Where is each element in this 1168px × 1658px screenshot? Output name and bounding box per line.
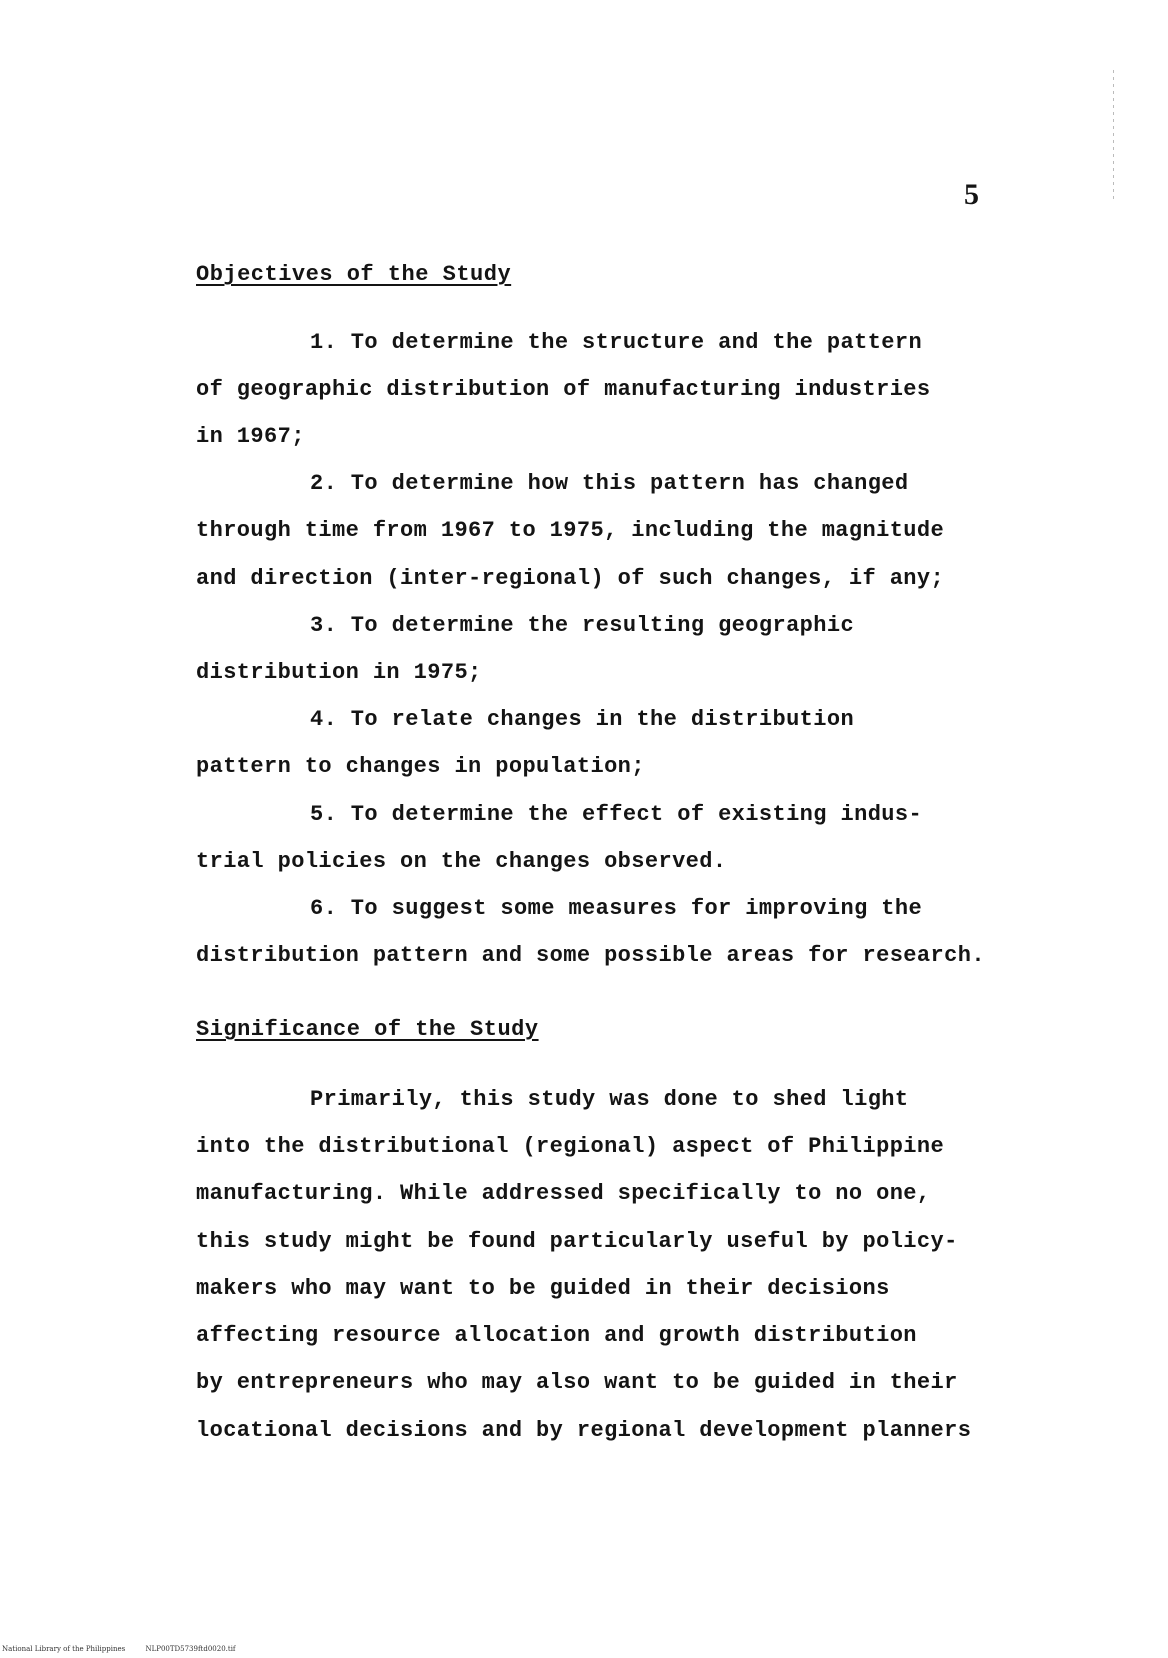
- objectives-line: trial policies on the changes observed.: [196, 849, 727, 874]
- objectives-line: 1. To determine the structure and the pattern: [310, 330, 923, 355]
- objectives-heading: Objectives of the Study: [196, 262, 512, 287]
- objectives-line: through time from 1967 to 1975, including the magnitude: [196, 518, 945, 543]
- objectives-line: 3. To determine the resulting geographic: [310, 613, 855, 638]
- footer-library: National Library of the Philippines: [2, 1645, 126, 1653]
- significance-line: manufacturing. While addressed specifically to no one,: [196, 1181, 931, 1206]
- significance-line: makers who may want to be guided in their decisions: [196, 1276, 890, 1301]
- objectives-line: 5. To determine the effect of existing indus-: [310, 802, 923, 827]
- footer-filename: NLP00TD5739ftd0020.tif: [145, 1645, 236, 1653]
- objectives-line: in 1967;: [196, 424, 305, 449]
- significance-line: this study might be found particularly useful by policy-: [196, 1229, 958, 1254]
- significance-line: into the distributional (regional) aspect of Philippine: [196, 1134, 945, 1159]
- objectives-line: 2. To determine how this pattern has changed: [310, 471, 909, 496]
- scan-edge-mark: [1113, 70, 1114, 200]
- significance-heading: Significance of the Study: [196, 1017, 539, 1042]
- objectives-line: 4. To relate changes in the distribution: [310, 707, 855, 732]
- objectives-line: distribution in 1975;: [196, 660, 482, 685]
- significance-line: locational decisions and by regional development planners: [196, 1418, 972, 1443]
- significance-line: by entrepreneurs who may also want to be guided in their: [196, 1370, 958, 1395]
- page-number: 5: [964, 178, 979, 211]
- objectives-line: pattern to changes in population;: [196, 754, 645, 779]
- objectives-line: and direction (inter-regional) of such changes, if any;: [196, 566, 945, 591]
- objectives-line: distribution pattern and some possible areas for research.: [196, 943, 985, 968]
- scan-footer: [2, 1645, 254, 1653]
- significance-line: affecting resource allocation and growth distribution: [196, 1323, 917, 1348]
- objectives-line: 6. To suggest some measures for improving the: [310, 896, 923, 921]
- objectives-line: of geographic distribution of manufacturing industries: [196, 377, 931, 402]
- significance-line: Primarily, this study was done to shed light: [310, 1087, 909, 1112]
